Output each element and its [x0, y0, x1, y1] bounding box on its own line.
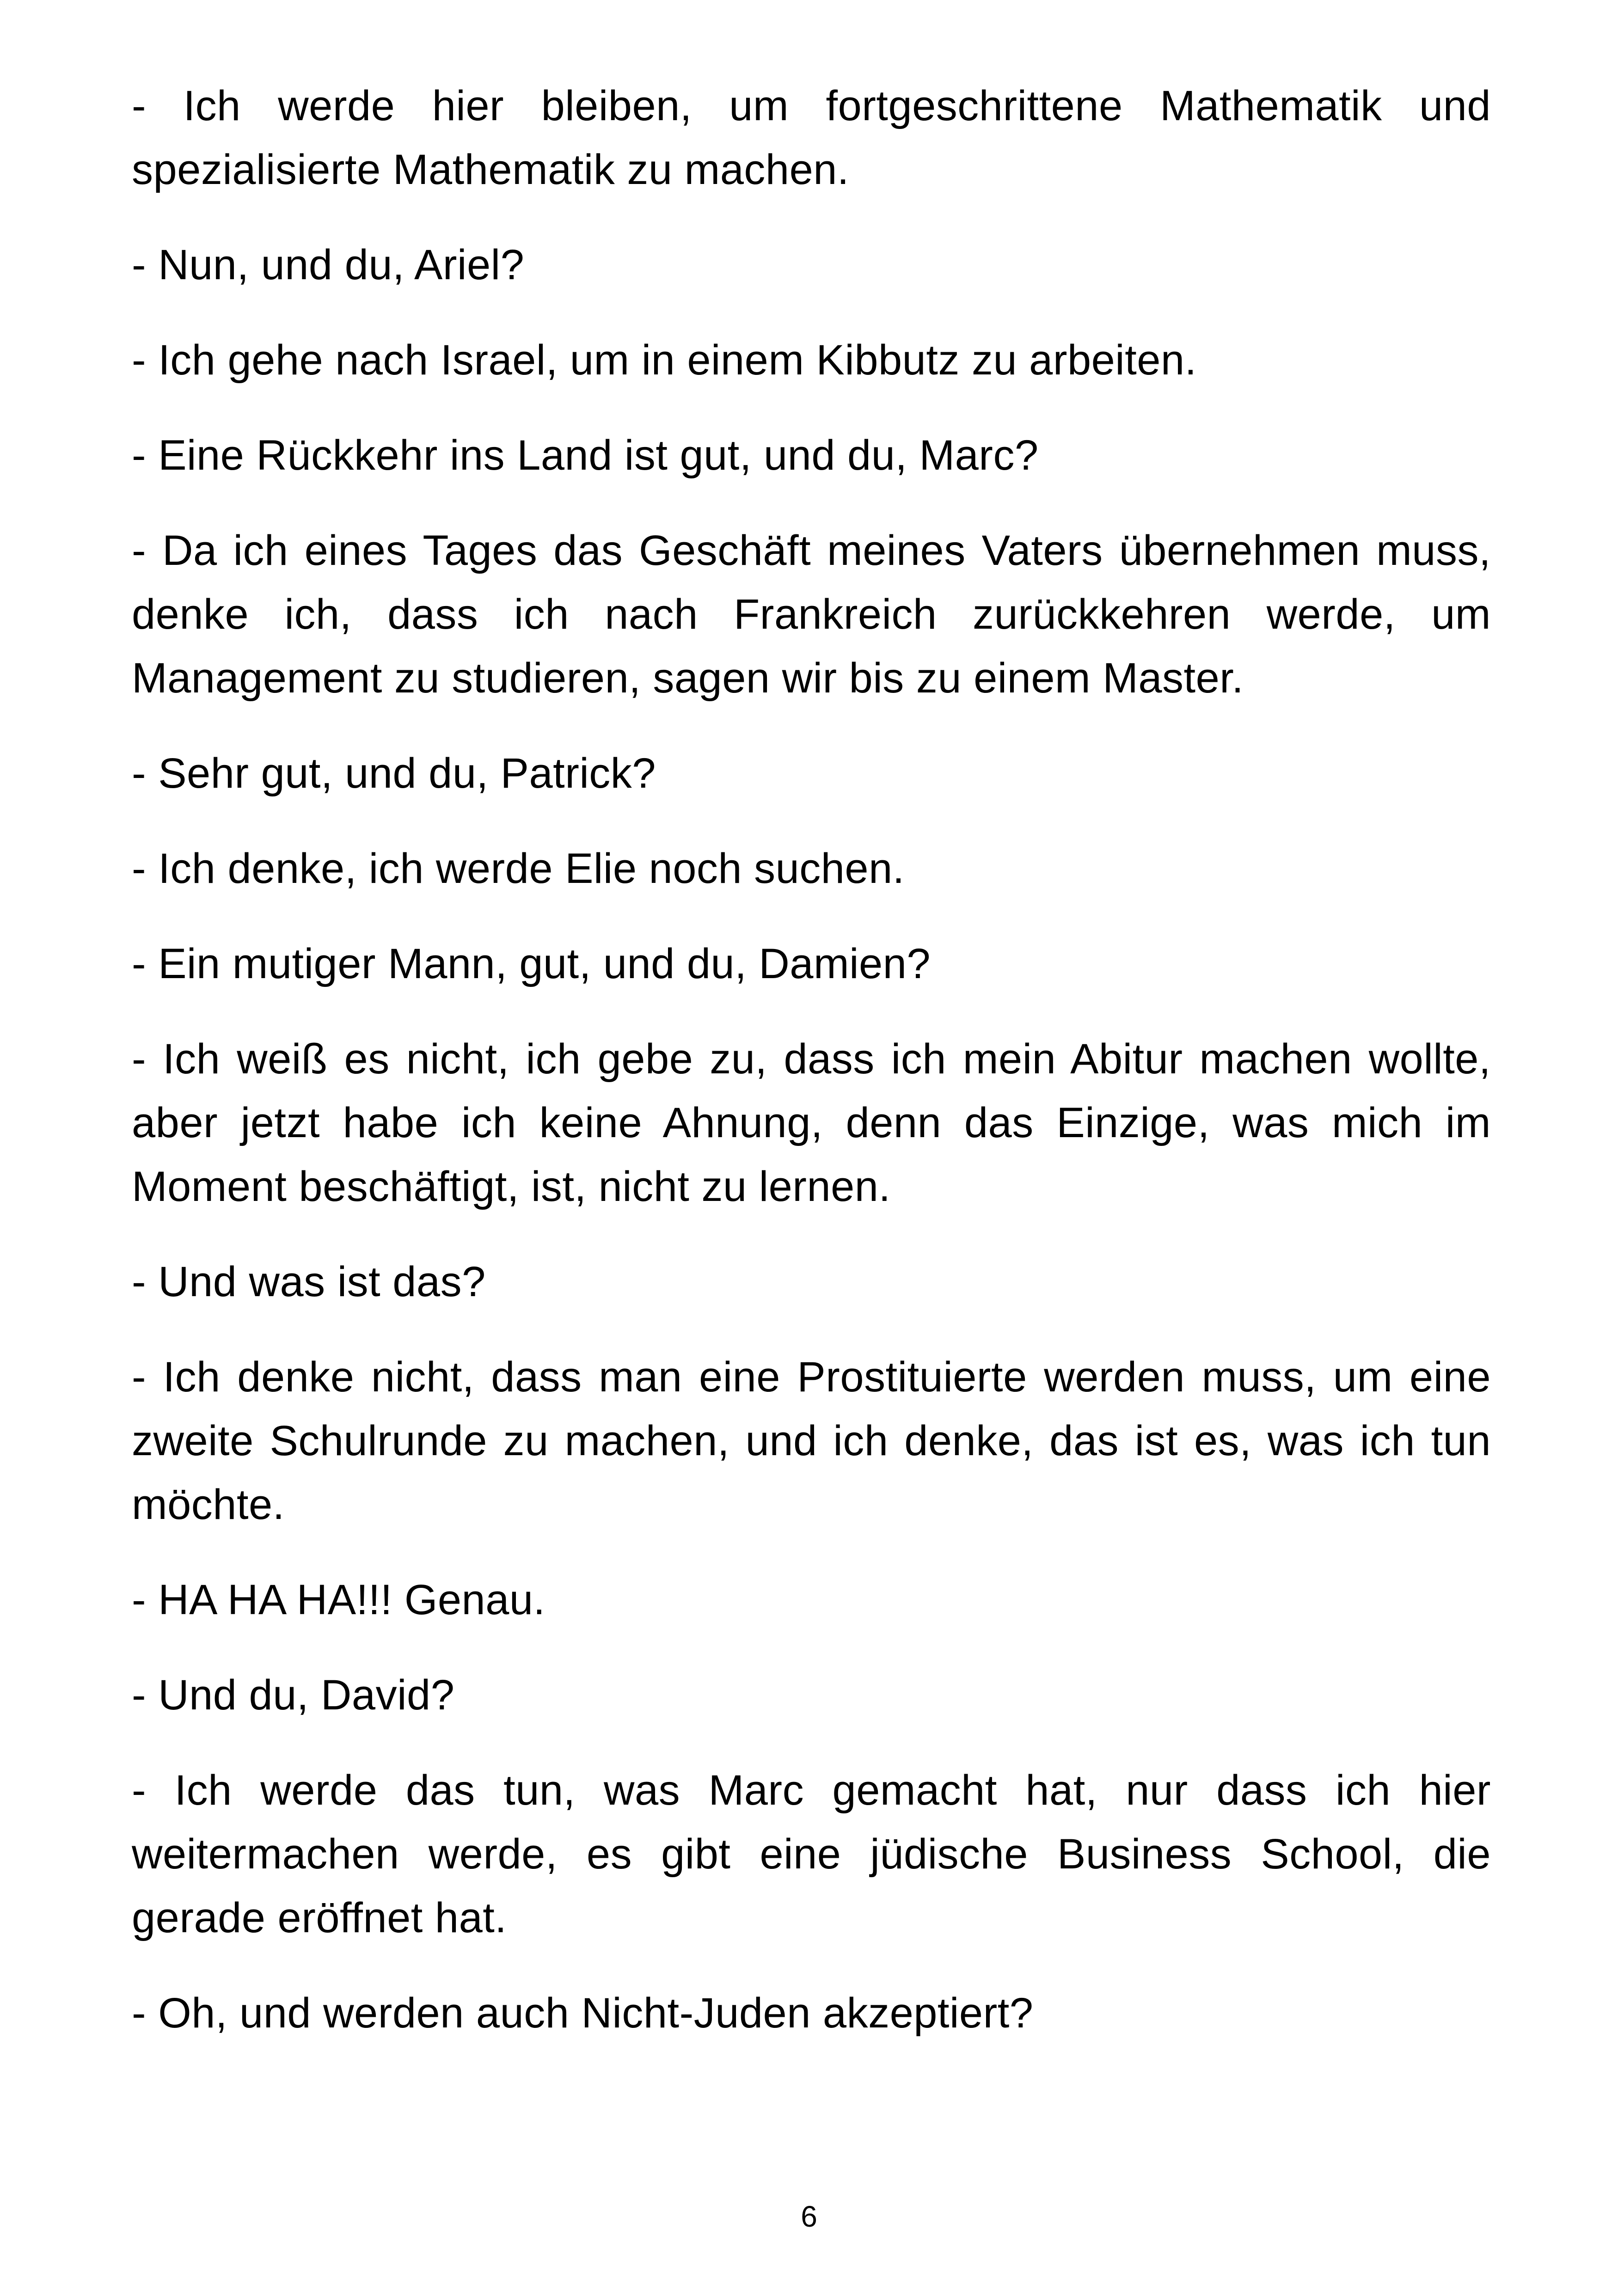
paragraph: - Ich werde das tun, was Marc gemacht hat, nur dass ich hier weitermachen werde, es gibt eine jüdische Business School, die gerade eröffnet hat.: [132, 1767, 1491, 1941]
paragraph: - Oh, und werden auch Nicht-Juden akzeptiert?: [132, 1990, 1034, 2037]
paragraph: - Ich weiß es nicht, ich gebe zu, dass ich mein Abitur machen wollte, aber jetzt habe ich keine Ahnung, denn das Einzige, was mich im Moment beschäftigt, ist, nicht zu lernen.: [132, 1035, 1491, 1210]
paragraph: - Ich denke nicht, dass man eine Prostituierte werden muss, um eine zweite Schulrunde zu machen, und ich denke, das ist es, was ich tun möchte.: [132, 1353, 1491, 1528]
page-number: 6: [801, 2200, 817, 2233]
paragraph: - Ich werde hier bleiben, um fortgeschrittene Mathematik und spezialisierte Mathematik zu machen.: [132, 82, 1491, 193]
paragraph: - Und was ist das?: [132, 1258, 486, 1305]
paragraph: - Ich denke, ich werde Elie noch suchen.: [132, 845, 905, 892]
paragraph: - Ich gehe nach Israel, um in einem Kibbutz zu arbeiten.: [132, 337, 1197, 384]
paragraph: - HA HA HA!!! Genau.: [132, 1576, 545, 1623]
paragraph: - Und du, David?: [132, 1671, 455, 1719]
paragraph: - Ein mutiger Mann, gut, und du, Damien?: [132, 940, 931, 987]
document-body: [132, 74, 1491, 2076]
paragraph: - Nun, und du, Ariel?: [132, 241, 525, 288]
paragraph: - Da ich eines Tages das Geschäft meines Vaters übernehmen muss, denke ich, dass ich nach Frankreich zurückkehren werde, um Management zu studieren, sagen wir bis zu einem Master.: [132, 527, 1491, 702]
paragraph: - Sehr gut, und du, Patrick?: [132, 750, 656, 797]
paragraph: - Eine Rückkehr ins Land ist gut, und du, Marc?: [132, 432, 1039, 479]
